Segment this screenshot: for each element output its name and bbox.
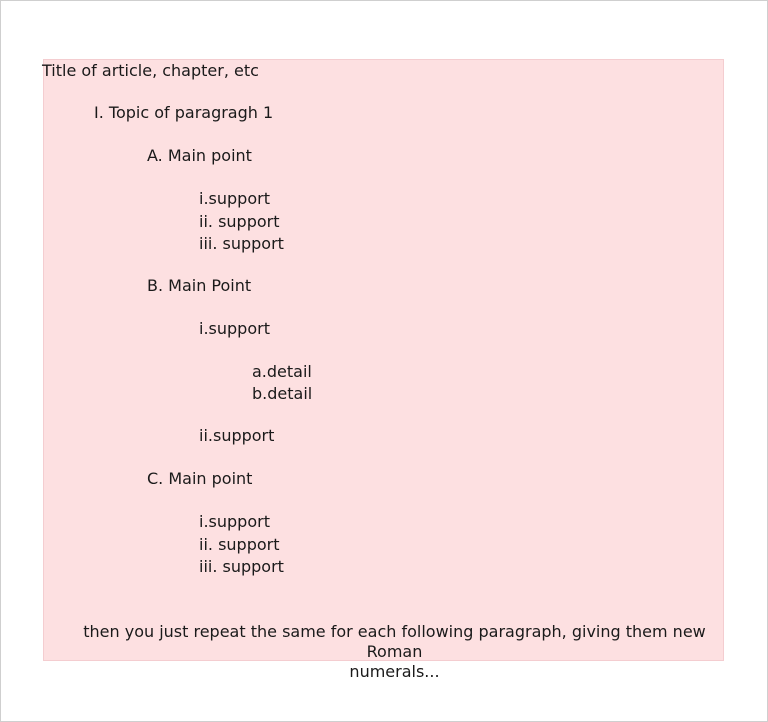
main-point-a: A. Main point: [147, 146, 252, 165]
support-item: ii. support: [199, 212, 280, 231]
support-item: iii. support: [199, 234, 284, 253]
detail-item: a.detail: [252, 362, 312, 381]
footer-line-1: then you just repeat the same for each following paragraph, giving them new Roman: [83, 622, 706, 661]
outline-title: Title of article, chapter, etc: [42, 61, 259, 80]
support-item: i.support: [199, 189, 270, 208]
detail-item: b.detail: [252, 384, 313, 403]
main-point-b: B. Main Point: [147, 276, 252, 295]
support-item: i.support: [199, 512, 270, 531]
support-item: ii.support: [199, 426, 275, 445]
footer-line-2: numerals...: [349, 662, 440, 681]
footer-note: [44, 622, 725, 682]
topic-heading: I. Topic of paragragh 1: [94, 103, 274, 122]
main-point-c: C. Main point: [147, 469, 253, 488]
support-item: i.support: [199, 319, 270, 338]
support-item: iii. support: [199, 557, 284, 576]
outline-box: [42, 59, 724, 681]
support-item: ii. support: [199, 535, 280, 554]
